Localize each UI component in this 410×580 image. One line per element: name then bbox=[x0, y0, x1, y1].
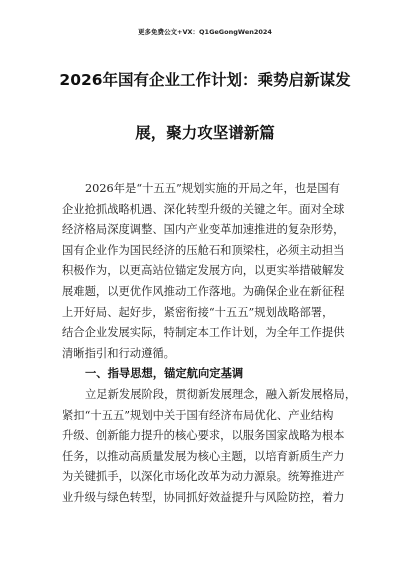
intro-line: 2026年是“十五五”规划实施的开局之年，也是国有 bbox=[85, 182, 340, 195]
intro-line: 国有企业作为国民经济的压舱石和顶梁柱，必须主动担当 bbox=[62, 243, 345, 257]
section-line: 业升级与绿色转型，协同抓好效益提升与风险防控，着力 bbox=[62, 490, 345, 504]
section-line: 升级、创新能力提升的核心要求，以服务国家战略为根本 bbox=[62, 429, 345, 443]
intro-line: 清晰指引和行动遵循。 bbox=[62, 346, 175, 360]
section-heading: 一、指导思想，锚定航向定基调 bbox=[85, 367, 244, 381]
document-body bbox=[62, 179, 357, 509]
section-line: 紧扣“十五五”规划中关于国有经济布局优化、产业结构 bbox=[62, 408, 334, 422]
section-line: 任务，以推动高质量发展为核心主题，以培育新质生产力 bbox=[62, 449, 345, 463]
document-title-line-2: 展，聚力攻坚谱新篇 bbox=[135, 124, 275, 142]
header-watermark: 更多免费公文+VX：Q1GeGongWen2024 bbox=[138, 28, 272, 36]
intro-line: 企业抢抓战略机遇、深化转型升级的关键之年。面对全球 bbox=[62, 202, 345, 216]
section-line: 立足新发展阶段，贯彻新发展理念，融入新发展格局， bbox=[85, 387, 357, 401]
intro-line: 积极作为，以更高站位锚定发展方向，以更实举措破解发 bbox=[62, 264, 345, 278]
document-title-line-1: 2026年国有企业工作计划：乘势启新谋发 bbox=[59, 71, 351, 89]
intro-line: 结合企业发展实际，特制定本工作计划，为全年工作提供 bbox=[62, 326, 345, 340]
intro-line: 展难题，以更优作风推动工作落地。为确保企业在新征程 bbox=[62, 284, 345, 298]
section-line: 为关键抓手，以深化市场化改革为动力源泉。统筹推进产 bbox=[62, 470, 345, 484]
intro-line: 经济格局深度调整、国内产业变革加速推进的复杂形势， bbox=[62, 223, 345, 237]
intro-line: 上开好局、起好步，紧密衔接“十五五”规划战略部署， bbox=[62, 305, 334, 319]
